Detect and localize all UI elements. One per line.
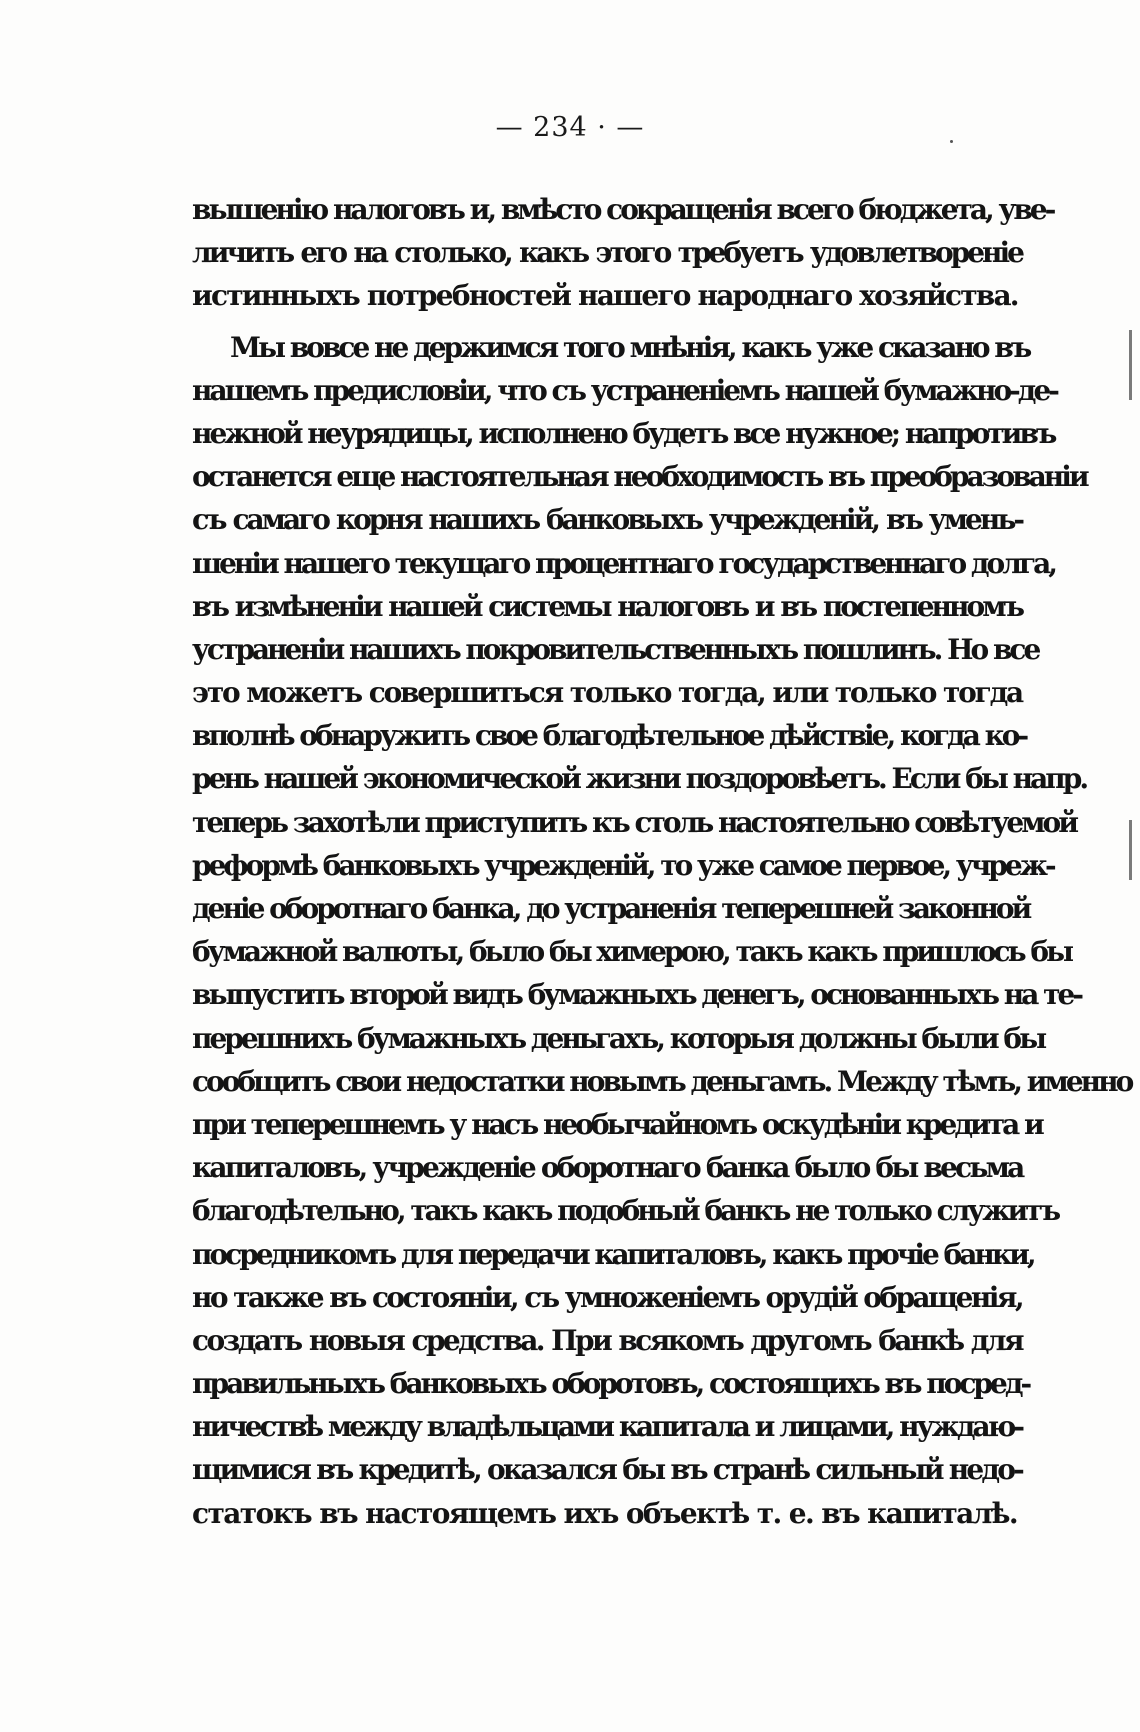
text-line: вполнѣ обнаружить свое благодѣтельное дѣйствіе, когда ко- xyxy=(192,719,1027,753)
paragraph xyxy=(192,326,1132,1535)
text-line: создать новыя средства. При всякомъ другомъ банкѣ для xyxy=(192,1323,1022,1357)
paragraph xyxy=(192,188,1054,318)
text-line: правильныхъ банковыхъ оборотовъ, состоящихъ въ посред- xyxy=(192,1367,1030,1401)
text-line: вышенію налоговъ и, вмѣсто сокращенія всего бюджета, уве- xyxy=(192,193,1054,226)
text-line: останется еще настоятельная необходимость въ преобразованіи xyxy=(192,460,1087,494)
text-line: шеніи нашего текущаго процентнаго государственнаго долга, xyxy=(192,546,1056,580)
text-line: но также въ состояніи, съ умноженіемъ орудій обращенія, xyxy=(192,1280,1023,1314)
text-line: въ измѣненіи нашей системы налоговъ и въ постепенномъ xyxy=(192,589,1022,623)
scan-edge-mark xyxy=(1129,820,1132,880)
text-line: посредникомъ для передачи капиталовъ, какъ прочіе банки, xyxy=(192,1237,1034,1271)
text-line: личить его на столько, какъ этого требуетъ удовлетвореніе xyxy=(192,236,1022,270)
text-line: ничествѣ между владѣльцами капитала и лицами, нуждаю- xyxy=(192,1410,1022,1444)
text-line: теперь захотѣли приступить къ столь настоятельно совѣтуемой xyxy=(192,805,1076,839)
text-line: щимися въ кредитѣ, оказался бы въ странѣ сильный недо- xyxy=(192,1453,1022,1487)
text-line: реформѣ банковыхъ учрежденій, то уже самое первое, учреж- xyxy=(192,848,1054,882)
text-line: статокъ въ настоящемъ ихъ объектѣ т. е. въ капиталѣ. xyxy=(192,1496,1018,1530)
text-line: рень нашей экономической жизни поздоровѣетъ. Если бы напр. xyxy=(192,762,1087,796)
text-line: при теперешнемъ у насъ необычайномъ оскудѣніи кредита и xyxy=(192,1107,1042,1141)
text-line: бумажной валюты, было бы химерою, такъ какъ пришлось бы xyxy=(192,935,1072,969)
text-line: капиталовъ, учрежденіе оборотнаго банка было бы весьма xyxy=(192,1151,1023,1185)
text-line: истинныхъ потребностей нашего народнаго хозяйства. xyxy=(192,279,1018,313)
scan-speck xyxy=(950,140,953,143)
text-line: нашемъ предисловіи, что съ устраненіемъ нашей бумажно-де- xyxy=(192,373,1057,407)
page-number: — 234 · — xyxy=(495,112,645,143)
text-line: благодѣтельно, такъ какъ подобный банкъ не только служитъ xyxy=(192,1194,1059,1228)
body-text xyxy=(192,188,1132,1535)
scan-edge-mark xyxy=(1129,330,1132,400)
text-line: деніе оборотнаго банка, до устраненія теперешней законной xyxy=(192,892,1030,925)
text-line: это можетъ совершиться только тогда, или только тогда xyxy=(192,676,1022,710)
text-line: сообщить свои недостатки новымъ деньгамъ. Между тѣмъ, именно xyxy=(192,1064,1132,1098)
text-line: съ самаго корня нашихъ банковыхъ учрежденій, въ умень- xyxy=(192,503,1022,537)
text-line: перешнихъ бумажныхъ деньгахъ, которыя должны были бы xyxy=(192,1021,1045,1055)
text-line: Мы вовсе не держимся того мнѣнія, какъ уже сказано въ xyxy=(230,330,1030,364)
text-line: устраненіи нашихъ покровительственныхъ пошлинъ. Но все xyxy=(192,632,1039,666)
text-line: выпустить второй видъ бумажныхъ денегъ, основанныхъ на те- xyxy=(192,978,1081,1012)
text-line: нежной неурядицы, исполнено будетъ все нужное; напротивъ xyxy=(192,416,1055,450)
